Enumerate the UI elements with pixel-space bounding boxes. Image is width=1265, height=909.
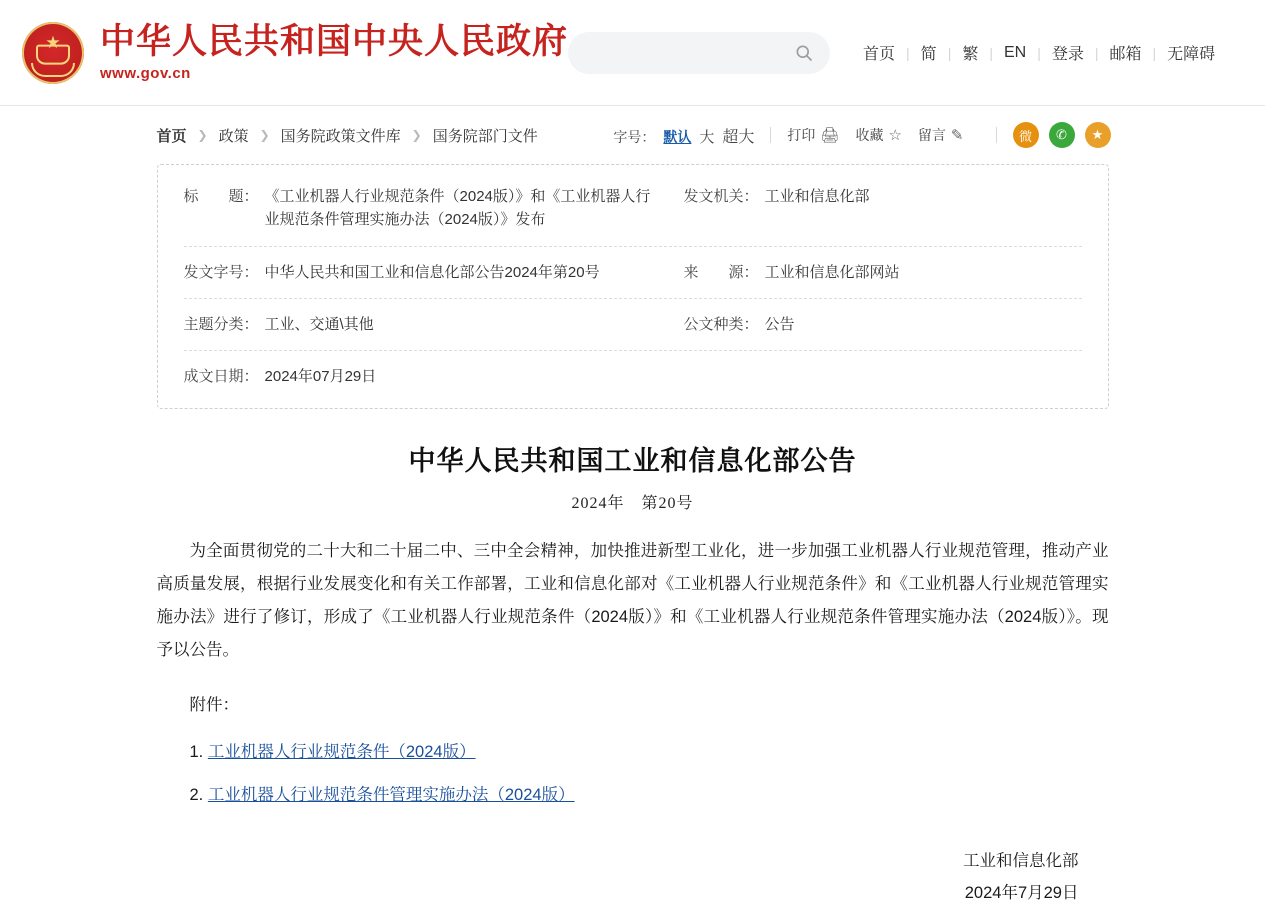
meta-cell-document-type [684, 313, 1082, 336]
print-button[interactable] [787, 125, 839, 145]
nav-item-traditional[interactable]: 繁 [962, 46, 979, 63]
nav-item-mail[interactable]: 邮箱 [1109, 46, 1142, 63]
meta-value-issue-date: 2024年07月29日 [264, 368, 377, 385]
nav-item-simplified[interactable]: 简 [920, 46, 937, 63]
document-number: 2024年 第20号 [571, 495, 694, 513]
page-body [0, 106, 1265, 909]
meta-row [184, 351, 1082, 402]
list-item [157, 779, 1109, 812]
meta-cell-title [184, 185, 684, 232]
breadcrumb-item-policy[interactable]: 政策 [218, 127, 249, 145]
nav-separator: | [1037, 44, 1041, 61]
article-toolbar [613, 122, 1130, 148]
font-size-extra-large[interactable]: 超大 [722, 128, 755, 146]
document-meta-table [157, 164, 1109, 409]
document-title: 中华人民共和国工业和信息化部公告 [408, 446, 857, 477]
breadcrumb-arrow-icon: ❯ [197, 128, 208, 142]
site-brand[interactable] [22, 22, 568, 84]
breadcrumb-item-policy-library[interactable]: 国务院政策文件库 [280, 127, 401, 145]
national-emblem-icon [22, 22, 84, 84]
search-box[interactable] [568, 32, 830, 74]
meta-key-title: 标 题： [183, 188, 259, 205]
meta-row [184, 171, 1082, 247]
nav-item-accessibility[interactable]: 无障碍 [1167, 46, 1216, 63]
meta-row [184, 247, 1082, 299]
favorite-share-icon[interactable]: ★ [1085, 122, 1111, 148]
nav-separator: | [947, 44, 952, 61]
font-size-group [613, 124, 754, 147]
emblem-wheat-icon [31, 63, 75, 77]
meta-cell-empty [684, 365, 1082, 388]
meta-value-document-type: 公告 [764, 315, 795, 333]
content-wrapper [135, 106, 1131, 909]
nav-separator: | [1094, 44, 1099, 61]
attachment-index: 2. [189, 786, 204, 805]
meta-key-document-type: 公文种类： [683, 315, 759, 333]
breadcrumb-item-department-docs[interactable]: 国务院部门文件 [432, 127, 538, 145]
star-icon: ☆ [888, 127, 902, 144]
emblem-star-icon: ★ [45, 32, 61, 52]
header-right [568, 32, 1226, 74]
meta-cell-issuing-agency [684, 185, 1082, 232]
brand-text [100, 23, 568, 83]
list-item [157, 736, 1109, 769]
favorite-label: 收藏 [855, 127, 884, 143]
printer-icon: 🖨 [820, 127, 840, 144]
breadcrumb-item-home[interactable]: 首页 [156, 127, 187, 145]
site-url: www.gov.cn [100, 65, 191, 83]
nav-separator: | [989, 44, 993, 61]
meta-key-subject-category: 主题分类： [183, 315, 259, 333]
nav-separator: | [906, 44, 910, 61]
comment-button[interactable] [918, 125, 964, 145]
print-label: 打印 [787, 127, 816, 143]
toolbar-divider [770, 127, 771, 143]
header-nav [852, 41, 1226, 64]
favorite-button[interactable] [855, 125, 901, 145]
search-icon[interactable] [794, 43, 814, 63]
nav-item-login[interactable]: 登录 [1051, 46, 1084, 63]
font-size-large[interactable]: 大 [699, 128, 715, 146]
meta-value-source: 工业和信息化部网站 [764, 263, 900, 281]
meta-value-title: 《工业机器人行业规范条件（2024版）》和《工业机器人行业规范条件管理实施办法（2024版）》发布 [264, 188, 651, 229]
nav-item-home[interactable]: 首页 [863, 46, 896, 63]
document-signature [157, 846, 1109, 909]
search-input[interactable] [584, 44, 794, 62]
font-size-label: 字号： [613, 128, 656, 145]
document-paragraph: 为全面贯彻党的二十大和二十届二中、三中全会精神，加快推进新型工业化，进一步加强工业机器人行业规范管理，推动产业高质量发展，根据行业发展变化和有关工作部署，工业和信息化部对《工业机器人行业规范条件》和《工业机器人行业规范管理实施办法》进行了修订，形成了《工业机器人行业规范条件（2024版）》和《工业机器人行业规范条件管理实施办法（2024版）》。现予以公告。 [156, 542, 1109, 660]
weibo-share-icon[interactable]: 微 [1013, 122, 1039, 148]
meta-value-subject-category: 工业、交通\其他 [264, 315, 374, 333]
meta-row [184, 299, 1082, 351]
pencil-icon: ✎ [950, 127, 964, 144]
meta-key-document-number: 发文字号： [183, 263, 259, 281]
attachments-list [157, 736, 1109, 812]
site-header [0, 0, 1265, 106]
site-title: 中华人民共和国中央人民政府 [100, 21, 569, 61]
meta-cell-subject-category [184, 313, 684, 336]
meta-value-document-number: 中华人民共和国工业和信息化部公告2024年第20号 [264, 263, 600, 281]
breadcrumb-arrow-icon: ❯ [259, 128, 270, 142]
meta-cell-source [684, 261, 1082, 284]
social-share-group [1013, 122, 1111, 148]
nav-item-english[interactable]: EN [1003, 43, 1027, 61]
signature-date: 2024年7月29日 [964, 883, 1079, 902]
emblem-gear-icon [36, 44, 70, 64]
attachment-link-1[interactable]: 工业机器人行业规范条件（2024版） [207, 743, 476, 762]
attachment-link-2[interactable]: 工业机器人行业规范条件管理实施办法（2024版） [207, 786, 575, 805]
wechat-share-icon[interactable]: ✆ [1049, 122, 1075, 148]
font-size-default[interactable]: 默认 [663, 128, 692, 145]
meta-key-issue-date: 成文日期： [183, 368, 259, 385]
meta-value-issuing-agency: 工业和信息化部 [764, 188, 870, 205]
comment-label: 留言 [917, 127, 946, 143]
meta-cell-issue-date [184, 365, 684, 388]
signature-organization: 工业和信息化部 [963, 852, 1079, 871]
meta-key-source: 来 源： [683, 263, 759, 281]
meta-cell-document-number [184, 261, 684, 284]
meta-key-issuing-agency: 发文机关： [683, 188, 759, 205]
toolbar-divider [996, 127, 997, 143]
attachment-index: 1. [189, 743, 204, 762]
document-article [135, 439, 1131, 909]
breadcrumb-toolbar-row [135, 106, 1131, 164]
nav-separator: | [1152, 44, 1157, 61]
breadcrumb-arrow-icon: ❯ [411, 128, 422, 142]
attachments-label: 附件： [189, 696, 239, 715]
